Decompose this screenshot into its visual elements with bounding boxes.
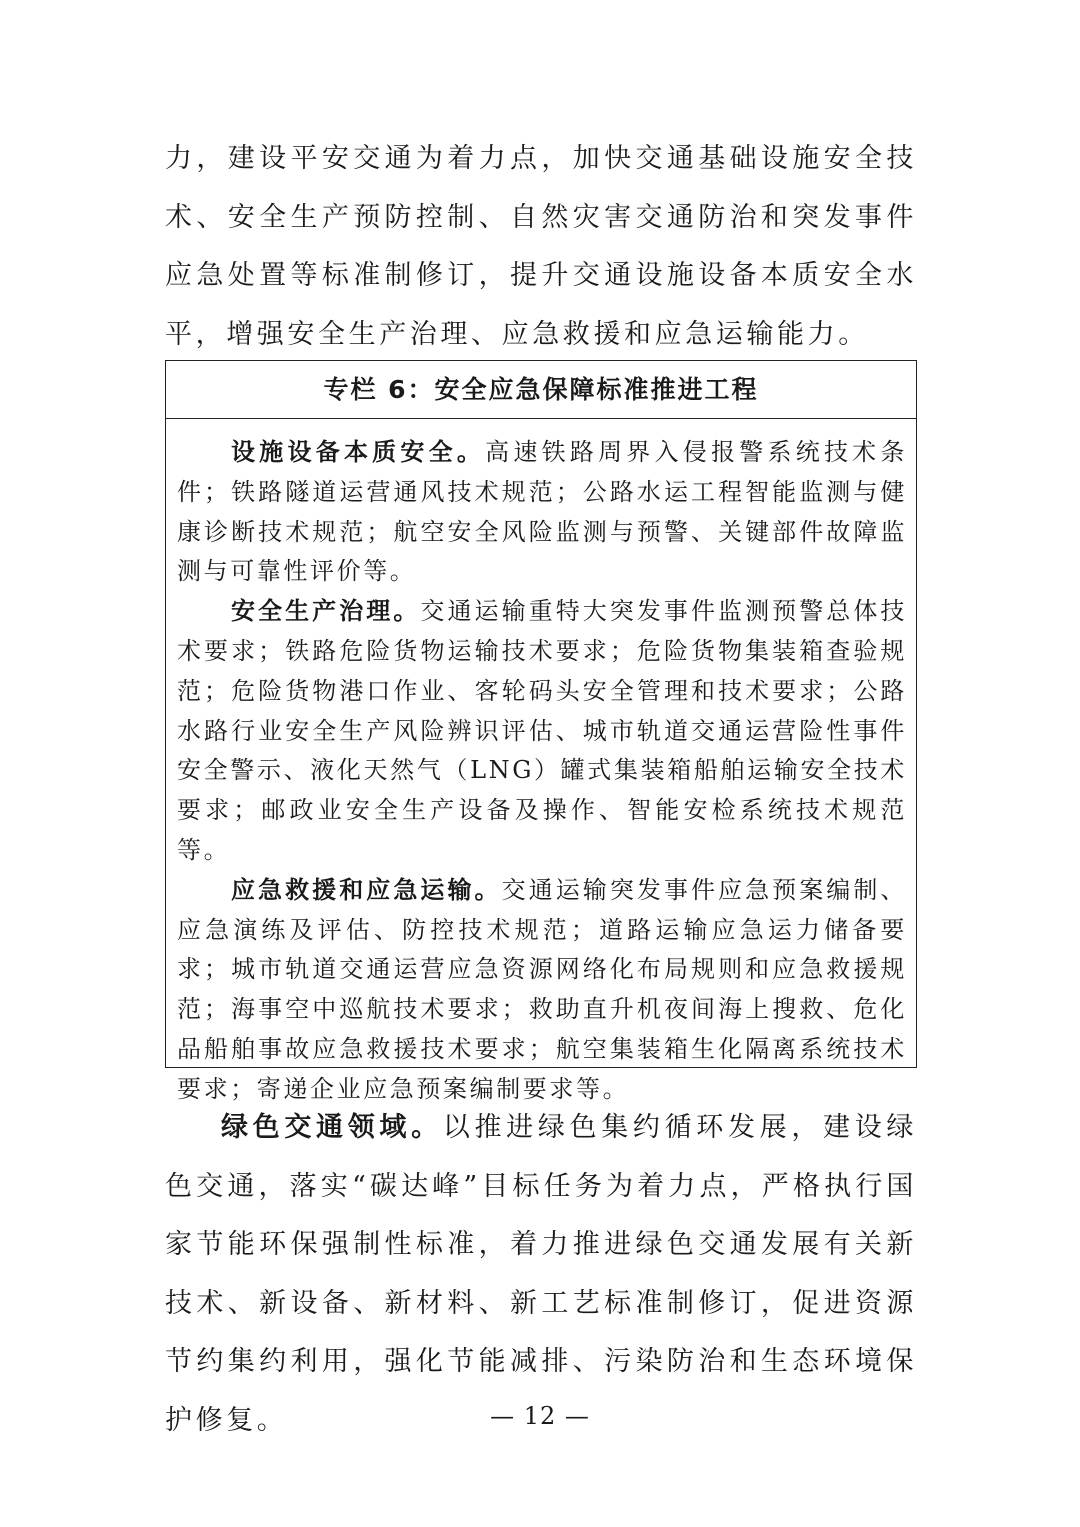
green-transport-paragraph <box>165 1099 917 1450</box>
column-item-emergency-rescue <box>177 871 907 1110</box>
column-item-text: 交通运输重特大突发事件监测预警总体技术要求；铁路危险货物运输技术要求；危险货物集装箱查验规范；危险货物港口作业、客轮码头安全管理和技术要求；公路水路行业安全生产风险辨识评估、城市轨道交通运营险性事件安全警示、液化天然气（LNG）罐式集装箱船舶运输安全技术要求；邮政业安全生产设备及操作、智能安检系统技术规范等。 <box>177 597 907 864</box>
column-item-facility-safety <box>177 433 907 592</box>
green-transport-heading: 绿色交通领域。 <box>221 1112 443 1143</box>
column-item-text: 交通运输突发事件应急预案编制、应急演练及评估、防控技术规范；道路运输应急运力储备要求；城市轨道交通运营应急资源网络化布局规则和应急救援规范；海事空中巡航技术要求；救助直升机夜间海上搜救、危化品船舶事故应急救援技术要求；航空集装箱生化隔离系统技术要求；寄递企业应急预案编制要求等。 <box>177 875 908 1103</box>
column-item-heading: 应急救援和应急运输。 <box>231 875 502 904</box>
column-body <box>166 419 916 1110</box>
column-item-heading: 安全生产治理。 <box>231 597 421 626</box>
column-title: 专栏 6：安全应急保障标准推进工程 <box>166 361 916 419</box>
column-item-text: 高速铁路周界入侵报警系统技术条件；铁路隧道运营通风技术规范；公路水运工程智能监测与健康诊断技术规范；航空安全风险监测与预警、关键部件故障监测与可靠性评价等。 <box>177 438 908 586</box>
intro-paragraph: 力，建设平安交通为着力点，加快交通基础设施安全技术、安全生产预防控制、自然灾害交通防治和突发事件应急处置等标准制修订，提升交通设施设备本质安全水平，增强安全生产治理、应急救援和应急运输能力。 <box>165 143 917 350</box>
green-transport-text: 以推进绿色集约循环发展，建设绿色交通，落实“碳达峰”目标任务为着力点，严格执行国家节能环保强制性标准，着力推进绿色交通发展有关新技术、新设备、新材料、新工艺标准制修订，促进资源节约集约利用，强化节能减排、污染防治和生态环境保护修复。 <box>165 1112 918 1436</box>
column-item-heading: 设施设备本质安全。 <box>231 438 486 466</box>
column-box <box>165 360 917 1103</box>
column-item-production-governance <box>177 592 907 871</box>
page-number: — 12 — <box>490 1402 590 1430</box>
